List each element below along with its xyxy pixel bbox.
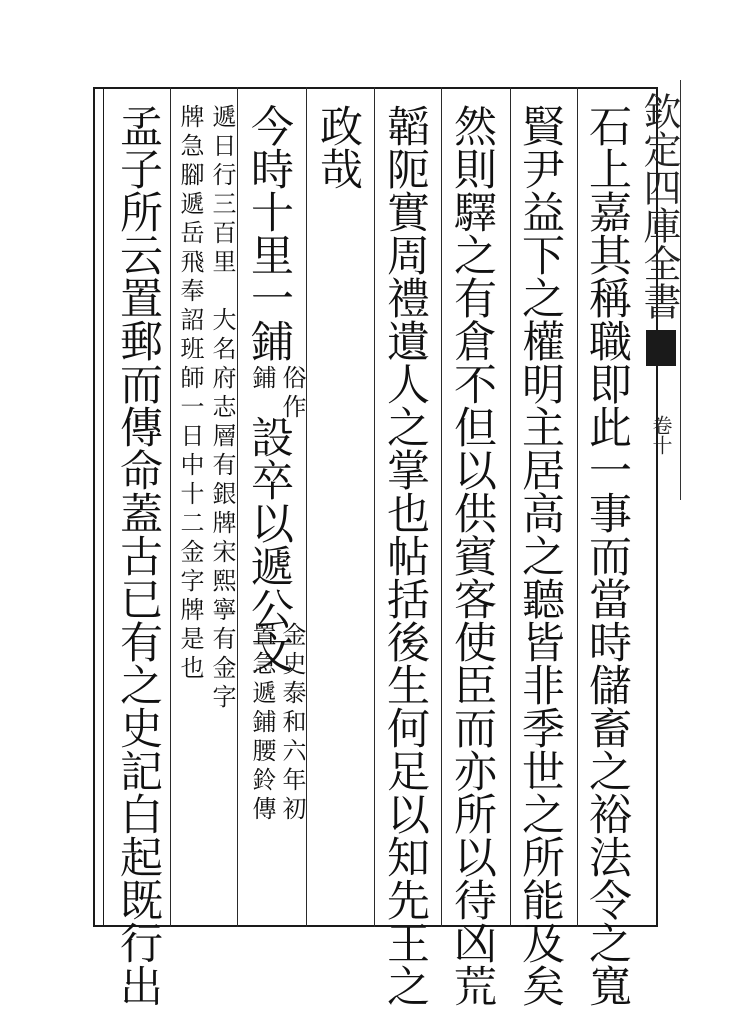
inner-rule-left — [103, 87, 104, 927]
column-divider — [374, 87, 375, 927]
annotation-column-7a: 遞日行三百里 大名府志層有銀牌宋熙寧有金字 — [208, 104, 236, 713]
annotation-column-7b: 牌急腳遞岳飛奉詔班師一日中十二金字牌是也 — [176, 104, 204, 684]
annotation-column-6b: 鋪 — [248, 365, 276, 394]
column-divider — [170, 87, 171, 927]
column-divider — [441, 87, 442, 927]
text-column-4: 韜阨實周禮遺人之掌也帖括後生何足以知先王之 — [380, 104, 430, 1007]
text-column-6-main-1: 今時十里一鋪 — [244, 104, 294, 362]
juan-number: 卷十 — [649, 415, 673, 455]
annotation-column-6d: 置急遞鋪腰鈴傳 — [248, 622, 276, 825]
column-divider — [577, 87, 578, 927]
book-title: 欽定四庫全書 — [637, 92, 681, 320]
annotation-column-6c: 金史泰和六年初 — [278, 622, 306, 825]
fishtail-mark — [646, 330, 676, 366]
annotation-column-6a: 俗作 — [278, 365, 306, 423]
column-divider — [510, 87, 511, 927]
column-divider — [306, 87, 307, 927]
text-column-3: 然則驛之有倉不但以供賓客使臣而亦所以待凶荒 — [447, 104, 497, 1007]
column-divider — [237, 87, 238, 927]
text-column-6-main-2: 設卒以遞公文 — [244, 415, 294, 673]
text-column-8: 孟子所云置郵而傳命蓋古已有之史記白起既行出 — [113, 104, 163, 1007]
text-column-2: 賢尹益下之權明主居高之聽皆非季世之所能及矣 — [515, 104, 565, 1007]
text-column-5: 政哉 — [313, 104, 363, 190]
text-column-1: 石上嘉其稱職即此一事而當時儲畜之裕法令之寬 — [582, 104, 632, 1007]
